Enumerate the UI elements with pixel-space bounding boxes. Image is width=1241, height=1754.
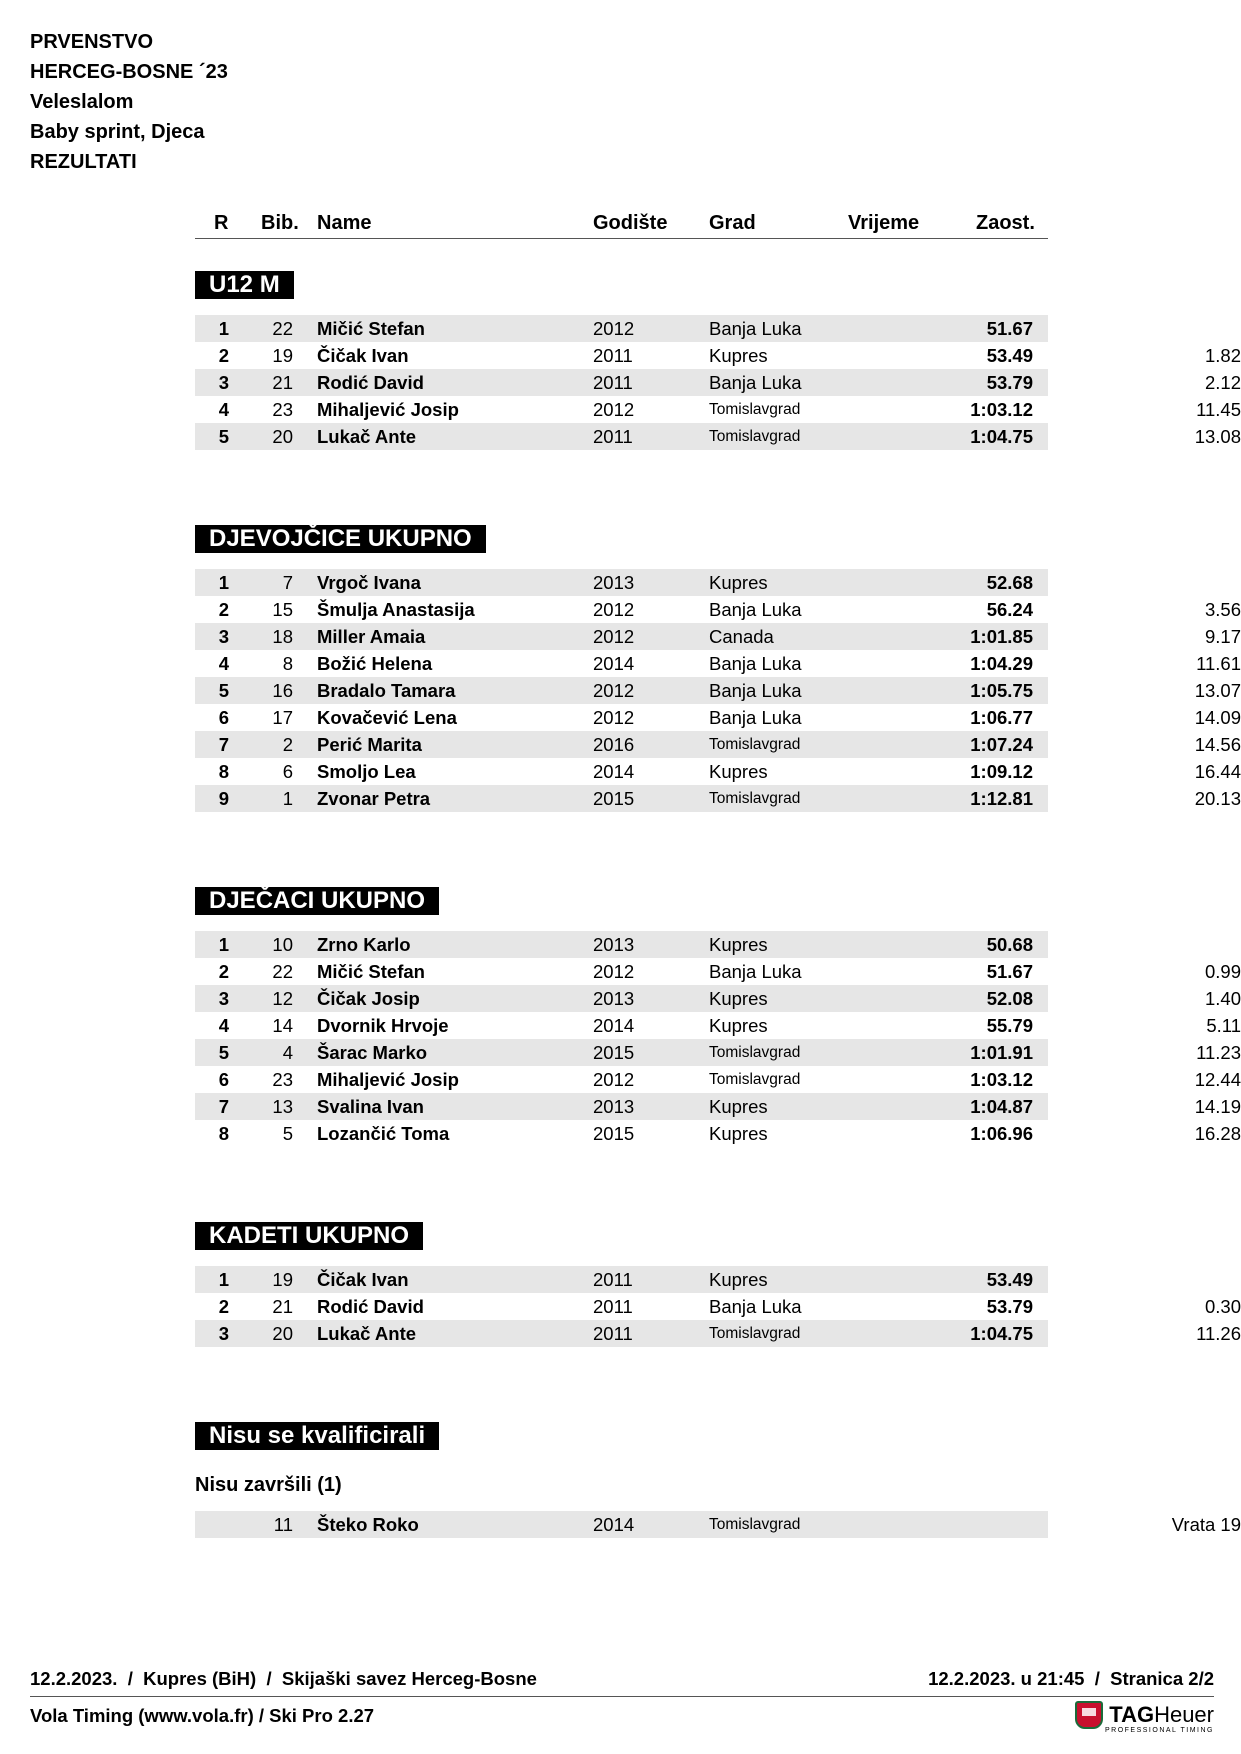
city-cell: Kupres <box>709 1123 768 1144</box>
year-cell: 2011 <box>593 1296 633 1317</box>
city-cell: Kupres <box>709 572 768 593</box>
section <box>195 1222 1241 1347</box>
col-gap: Zaost. <box>976 212 1035 234</box>
gap-cell: 11.45 <box>1196 399 1241 420</box>
bib-cell: 23 <box>272 399 293 420</box>
name-cell: Čičak Ivan <box>317 345 409 366</box>
time-cell: 1:03.12 <box>970 1069 1033 1090</box>
table-row <box>195 677 1241 704</box>
table-row <box>195 623 1241 650</box>
rank-cell: 3 <box>218 1323 229 1344</box>
city-cell: Kupres <box>709 1096 768 1117</box>
year-cell: 2013 <box>593 1096 635 1117</box>
year-cell: 2012 <box>593 1069 635 1090</box>
rank-cell: 9 <box>218 788 229 809</box>
table-row <box>195 569 1048 596</box>
bib-cell: 7 <box>282 572 293 593</box>
city-cell: Tomislavgrad <box>709 790 801 807</box>
header-region: HERCEG-BOSNE ´23 <box>30 61 228 83</box>
table-row <box>195 342 1241 369</box>
section <box>195 271 1241 450</box>
gap-cell: 13.07 <box>1194 680 1241 701</box>
rank-cell: 2 <box>218 599 229 620</box>
header-category: Baby sprint, Djeca <box>30 121 205 143</box>
rank-cell: 2 <box>218 961 229 982</box>
name-cell: Lukač Ante <box>317 426 417 447</box>
name-cell: Rodić David <box>317 372 424 393</box>
dnf-subtitle: Nisu završili (1) <box>195 1474 342 1496</box>
name-cell: Šteko Roko <box>317 1514 419 1535</box>
name-cell: Kovačević Lena <box>317 707 457 728</box>
city-cell: Kupres <box>709 1269 768 1290</box>
name-cell: Smoljo Lea <box>317 761 416 782</box>
year-cell: 2011 <box>593 372 633 393</box>
results-table <box>195 315 1241 450</box>
city-cell: Tomislavgrad <box>709 1044 801 1061</box>
rank-cell: 7 <box>218 734 229 755</box>
time-cell: 53.79 <box>986 1296 1033 1317</box>
rank-cell: 1 <box>218 572 229 593</box>
rank-cell: 1 <box>218 1269 229 1290</box>
time-cell: 53.79 <box>986 372 1033 393</box>
table-row <box>195 315 1048 342</box>
gap-cell: 20.13 <box>1194 788 1241 809</box>
city-cell: Tomislavgrad <box>709 736 801 753</box>
rank-cell: 1 <box>218 318 229 339</box>
gap-cell: 1.82 <box>1204 345 1241 366</box>
name-cell: Bradalo Tamara <box>317 680 456 701</box>
year-cell: 2012 <box>593 961 635 982</box>
section <box>195 525 1241 812</box>
table-row <box>195 958 1241 985</box>
year-cell: 2015 <box>593 1042 635 1063</box>
rank-cell: 2 <box>218 345 229 366</box>
bib-cell: 22 <box>272 961 293 982</box>
rank-cell: 4 <box>218 399 229 420</box>
gap-cell: 11.26 <box>1196 1323 1241 1344</box>
bib-cell: 13 <box>272 1096 293 1117</box>
bib-cell: 22 <box>272 318 293 339</box>
table-row <box>195 1120 1241 1147</box>
rank-cell: 4 <box>218 1015 229 1036</box>
bib-cell: 18 <box>272 626 293 647</box>
gap-cell: 11.23 <box>1196 1042 1241 1063</box>
column-header-row <box>195 206 1048 239</box>
rank-cell: 6 <box>218 1069 229 1090</box>
header-results: REZULTATI <box>30 151 137 173</box>
name-cell: Rodić David <box>317 1296 424 1317</box>
gap-cell: 0.30 <box>1204 1296 1241 1317</box>
table-row <box>195 1320 1241 1347</box>
city-cell: Kupres <box>709 988 768 1009</box>
time-cell: 1:06.96 <box>970 1123 1033 1144</box>
rank-cell: 1 <box>218 934 229 955</box>
col-city: Grad <box>709 212 756 234</box>
bib-cell: 11 <box>273 1514 293 1535</box>
bib-cell: 14 <box>272 1015 293 1036</box>
time-cell: 1:04.87 <box>970 1096 1033 1117</box>
section-title: U12 M <box>195 271 294 299</box>
gap-cell: 14.19 <box>1194 1096 1241 1117</box>
bib-cell: 17 <box>272 707 293 728</box>
name-cell: Lozančić Toma <box>317 1123 450 1144</box>
time-cell: 1:04.29 <box>970 653 1033 674</box>
results-table <box>195 1266 1241 1347</box>
time-cell: 1:04.75 <box>970 1323 1033 1344</box>
gap-cell: 5.11 <box>1206 1015 1241 1036</box>
year-cell: 2014 <box>593 1015 635 1036</box>
rank-cell: 5 <box>218 426 229 447</box>
name-cell: Vrgoč Ivana <box>317 572 421 593</box>
bib-cell: 23 <box>272 1069 293 1090</box>
gap-cell: 0.99 <box>1204 961 1241 982</box>
results-table <box>195 569 1241 812</box>
rank-cell: 7 <box>218 1096 229 1117</box>
rank-cell: 3 <box>218 372 229 393</box>
name-cell: Zvonar Petra <box>317 788 431 809</box>
bib-cell: 19 <box>272 1269 293 1290</box>
document-header <box>30 27 228 177</box>
year-cell: 2013 <box>593 988 635 1009</box>
rank-cell: 5 <box>218 1042 229 1063</box>
city-cell: Kupres <box>709 345 768 366</box>
gap-cell: 16.44 <box>1194 761 1241 782</box>
footer-event-info: 12.2.2023. / Kupres (BiH) / Skijaški savez Herceg-Bosne <box>30 1668 537 1689</box>
year-cell: 2012 <box>593 626 635 647</box>
name-cell: Miller Amaia <box>317 626 426 647</box>
section-title: DJEČACI UKUPNO <box>195 887 439 915</box>
gap-cell: 3.56 <box>1204 599 1241 620</box>
name-cell: Čičak Josip <box>317 988 420 1009</box>
city-cell: Banja Luka <box>709 680 802 701</box>
bib-cell: 4 <box>282 1042 293 1063</box>
time-cell: 55.79 <box>986 1015 1033 1036</box>
tagheuer-shield-icon <box>1075 1701 1103 1729</box>
gap-cell: Vrata 19 <box>1171 1514 1241 1535</box>
year-cell: 2012 <box>593 599 635 620</box>
time-cell: 53.49 <box>986 345 1033 366</box>
bib-cell: 16 <box>272 680 293 701</box>
time-cell: 1:01.85 <box>970 626 1033 647</box>
gap-cell: 16.28 <box>1194 1123 1241 1144</box>
table-row <box>195 931 1048 958</box>
document-footer <box>30 1666 1214 1737</box>
bib-cell: 1 <box>282 788 293 809</box>
bib-cell: 2 <box>282 734 293 755</box>
time-cell: 1:06.77 <box>970 707 1033 728</box>
header-discipline: Veleslalom <box>30 91 134 113</box>
bib-cell: 12 <box>272 988 293 1009</box>
city-cell: Banja Luka <box>709 707 802 728</box>
bib-cell: 19 <box>272 345 293 366</box>
city-cell: Kupres <box>709 934 768 955</box>
name-cell: Šmulja Anastasija <box>317 599 475 620</box>
time-cell: 1:03.12 <box>970 399 1033 420</box>
table-row <box>195 1066 1241 1093</box>
year-cell: 2014 <box>593 1514 635 1535</box>
col-rank: R <box>214 212 229 234</box>
bib-cell: 10 <box>272 934 293 955</box>
time-cell: 51.67 <box>986 961 1033 982</box>
year-cell: 2011 <box>593 1323 633 1344</box>
rank-cell: 6 <box>218 707 229 728</box>
time-cell: 52.08 <box>986 988 1033 1009</box>
name-cell: Perić Marita <box>317 734 422 755</box>
year-cell: 2012 <box>593 318 635 339</box>
rank-cell: 8 <box>218 1123 229 1144</box>
section-title: KADETI UKUPNO <box>195 1222 423 1250</box>
city-cell: Banja Luka <box>709 318 802 339</box>
bib-cell: 5 <box>282 1123 293 1144</box>
table-row <box>195 423 1241 450</box>
gap-cell: 12.44 <box>1194 1069 1241 1090</box>
city-cell: Canada <box>709 626 774 647</box>
col-bib: Bib. <box>261 212 299 234</box>
time-cell: 50.68 <box>986 934 1033 955</box>
rank-cell: 4 <box>218 653 229 674</box>
city-cell: Banja Luka <box>709 653 802 674</box>
table-row <box>195 731 1241 758</box>
city-cell: Tomislavgrad <box>709 1516 801 1533</box>
gap-cell: 9.17 <box>1204 626 1241 647</box>
rank-cell: 5 <box>218 680 229 701</box>
name-cell: Čičak Ivan <box>317 1269 409 1290</box>
col-name: Name <box>317 212 372 234</box>
table-row <box>195 369 1241 396</box>
year-cell: 2014 <box>593 761 635 782</box>
table-row <box>195 1093 1241 1120</box>
table-row <box>195 1039 1241 1066</box>
city-cell: Tomislavgrad <box>709 1071 801 1088</box>
bib-cell: 8 <box>282 653 293 674</box>
time-cell: 51.67 <box>986 318 1033 339</box>
bib-cell: 20 <box>272 1323 293 1344</box>
year-cell: 2015 <box>593 1123 635 1144</box>
name-cell: Mihaljević Josip <box>317 1069 459 1090</box>
table-row <box>195 1266 1048 1293</box>
city-cell: Kupres <box>709 761 768 782</box>
gap-cell: 14.56 <box>1194 734 1241 755</box>
year-cell: 2011 <box>593 345 633 366</box>
footer-info-row <box>30 1666 1214 1697</box>
tagheuer-wordmark: TAGHeuer <box>1109 1702 1214 1727</box>
section <box>195 887 1241 1147</box>
time-cell: 1:07.24 <box>970 734 1033 755</box>
table-row <box>195 1293 1241 1320</box>
time-cell: 1:04.75 <box>970 426 1033 447</box>
city-cell: Banja Luka <box>709 961 802 982</box>
time-cell: 53.49 <box>986 1269 1033 1290</box>
table-row <box>195 985 1241 1012</box>
section-title: DJEVOJČICE UKUPNO <box>195 525 486 553</box>
year-cell: 2012 <box>593 680 635 701</box>
bib-cell: 6 <box>282 761 293 782</box>
rank-cell: 3 <box>218 626 229 647</box>
tagheuer-subtitle: PROFESSIONAL TIMING <box>1104 1727 1214 1734</box>
year-cell: 2012 <box>593 399 635 420</box>
time-cell: 52.68 <box>986 572 1033 593</box>
name-cell: Dvornik Hrvoje <box>317 1015 449 1036</box>
col-time: Vrijeme <box>848 212 920 234</box>
gap-cell: 14.09 <box>1194 707 1241 728</box>
bib-cell: 15 <box>272 599 293 620</box>
name-cell: Mičić Stefan <box>317 961 425 982</box>
year-cell: 2013 <box>593 572 635 593</box>
name-cell: Mihaljević Josip <box>317 399 459 420</box>
name-cell: Šarac Marko <box>317 1042 428 1063</box>
section-title: Nisu se kvalificirali <box>195 1422 439 1450</box>
year-cell: 2011 <box>593 426 633 447</box>
table-row <box>195 785 1241 812</box>
col-year: Godište <box>593 212 668 234</box>
rank-cell: 2 <box>218 1296 229 1317</box>
results-table <box>195 931 1241 1147</box>
table-row <box>195 650 1241 677</box>
city-cell: Tomislavgrad <box>709 401 801 418</box>
year-cell: 2014 <box>593 653 635 674</box>
year-cell: 2013 <box>593 934 635 955</box>
footer-page-info: 12.2.2023. u 21:45 / Stranica 2/2 <box>928 1668 1214 1689</box>
table-row <box>195 704 1241 731</box>
year-cell: 2015 <box>593 788 635 809</box>
city-cell: Tomislavgrad <box>709 1325 801 1342</box>
gap-cell: 2.12 <box>1204 372 1241 393</box>
results-table <box>195 1511 1241 1538</box>
table-row <box>195 596 1241 623</box>
header-championship: PRVENSTVO <box>30 31 153 53</box>
time-cell: 56.24 <box>986 599 1033 620</box>
dnq-section <box>195 1422 1241 1538</box>
city-cell: Tomislavgrad <box>709 428 801 445</box>
time-cell: 1:05.75 <box>970 680 1033 701</box>
rank-cell: 8 <box>218 761 229 782</box>
name-cell: Lukač Ante <box>317 1323 417 1344</box>
bib-cell: 21 <box>272 372 293 393</box>
footer-timing-row <box>30 1697 1214 1737</box>
tagheuer-logo <box>1075 1701 1214 1734</box>
name-cell: Mičić Stefan <box>317 318 425 339</box>
year-cell: 2012 <box>593 707 635 728</box>
gap-cell: 11.61 <box>1196 653 1241 674</box>
time-cell: 1:09.12 <box>970 761 1033 782</box>
footer-timing-credit: Vola Timing (www.vola.fr) / Ski Pro 2.27 <box>30 1705 375 1726</box>
city-cell: Kupres <box>709 1015 768 1036</box>
name-cell: Zrno Karlo <box>317 934 411 955</box>
table-row <box>195 396 1241 423</box>
city-cell: Banja Luka <box>709 372 802 393</box>
table-row <box>195 1511 1241 1538</box>
year-cell: 2011 <box>593 1269 633 1290</box>
year-cell: 2016 <box>593 734 635 755</box>
rank-cell: 3 <box>218 988 229 1009</box>
time-cell: 1:01.91 <box>970 1042 1033 1063</box>
city-cell: Banja Luka <box>709 1296 802 1317</box>
time-cell: 1:12.81 <box>970 788 1033 809</box>
gap-cell: 1.40 <box>1204 988 1241 1009</box>
gap-cell: 13.08 <box>1194 426 1241 447</box>
city-cell: Banja Luka <box>709 599 802 620</box>
bib-cell: 21 <box>272 1296 293 1317</box>
table-row <box>195 1012 1241 1039</box>
bib-cell: 20 <box>272 426 293 447</box>
table-row <box>195 758 1241 785</box>
name-cell: Božić Helena <box>317 653 433 674</box>
name-cell: Svalina Ivan <box>317 1096 424 1117</box>
